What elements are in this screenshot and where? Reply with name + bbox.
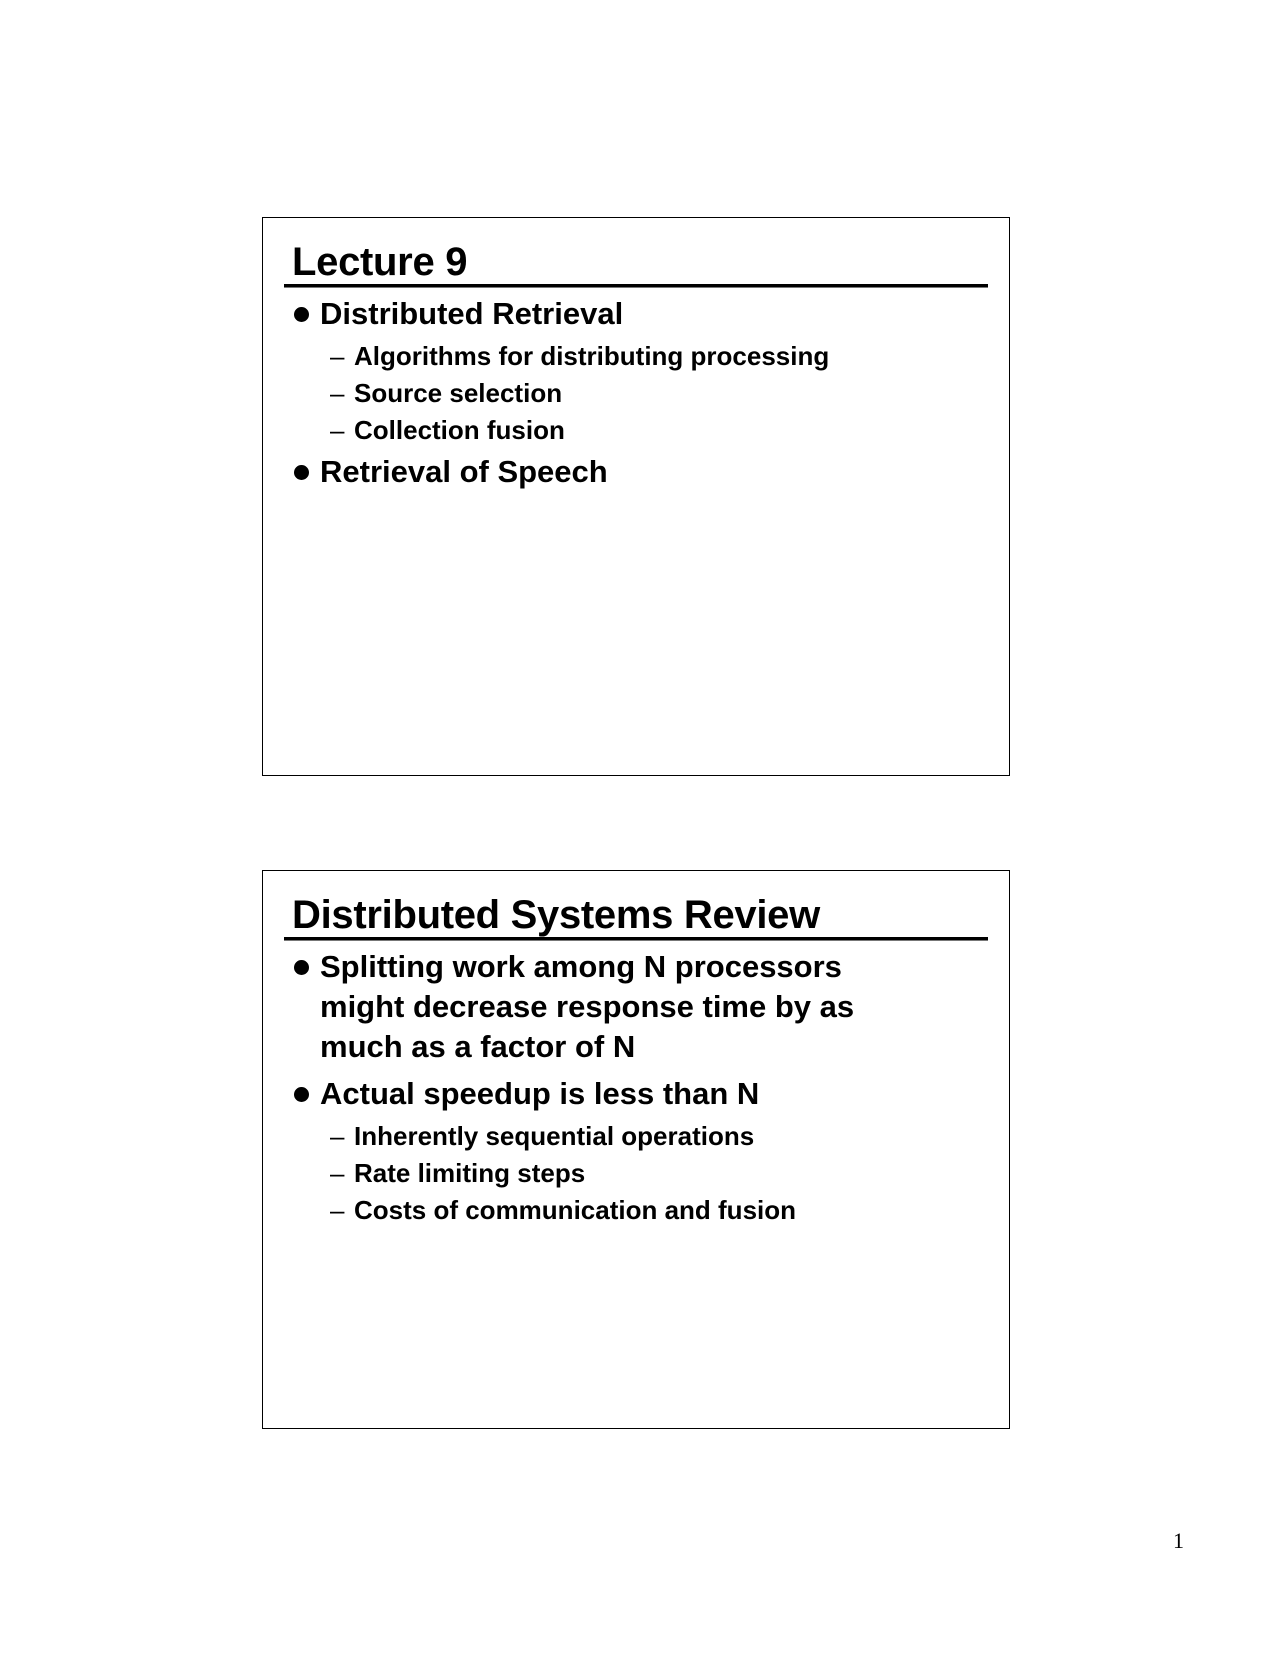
bullet-dot-icon (294, 307, 309, 322)
sub-bullet-text: Costs of communication and fusion (354, 1195, 797, 1225)
sub-bullet-item (330, 415, 989, 445)
bullet-list (292, 294, 989, 499)
bullet-dot-icon (294, 465, 309, 480)
bullet-text: Splitting work among N processors might decrease response time by as much as a factor of N (320, 949, 855, 1064)
slide-1 (262, 217, 1010, 776)
title-rule (284, 937, 988, 941)
dash-icon: – (330, 378, 345, 408)
bullet-text: Actual speedup is less than N (320, 1076, 760, 1111)
slide-2 (262, 870, 1010, 1429)
dash-icon: – (330, 341, 345, 371)
sub-bullet-text: Algorithms for distributing processing (354, 341, 830, 371)
slide-title: Distributed Systems Review (292, 893, 820, 937)
bullet-text: Retrieval of Speech (320, 454, 608, 489)
sub-bullet-item (330, 378, 989, 408)
sub-bullet-item (330, 1158, 989, 1188)
sub-bullet-text: Collection fusion (354, 415, 565, 445)
sub-bullet-list (320, 341, 989, 445)
dash-icon: – (330, 1121, 345, 1151)
bullet-list (292, 947, 989, 1232)
dash-icon: – (330, 1195, 345, 1225)
bullet-dot-icon (294, 1087, 309, 1102)
sub-bullet-text: Source selection (354, 378, 563, 408)
sub-bullet-list (320, 1121, 989, 1225)
sub-bullet-item (330, 1195, 989, 1225)
bullet-item (292, 1074, 989, 1225)
sub-bullet-text: Inherently sequential operations (354, 1121, 755, 1151)
sub-bullet-item (330, 1121, 989, 1151)
bullet-dot-icon (294, 960, 309, 975)
bullet-item (292, 452, 989, 492)
title-rule (284, 284, 988, 288)
bullet-item (292, 294, 989, 445)
sub-bullet-item (330, 341, 989, 371)
bullet-item (292, 947, 900, 1067)
dash-icon: – (330, 1158, 345, 1188)
bullet-text: Distributed Retrieval (320, 296, 624, 331)
page-number: 1 (1173, 1528, 1184, 1553)
slide-title: Lecture 9 (292, 240, 468, 284)
dash-icon: – (330, 415, 345, 445)
sub-bullet-text: Rate limiting steps (354, 1158, 586, 1188)
